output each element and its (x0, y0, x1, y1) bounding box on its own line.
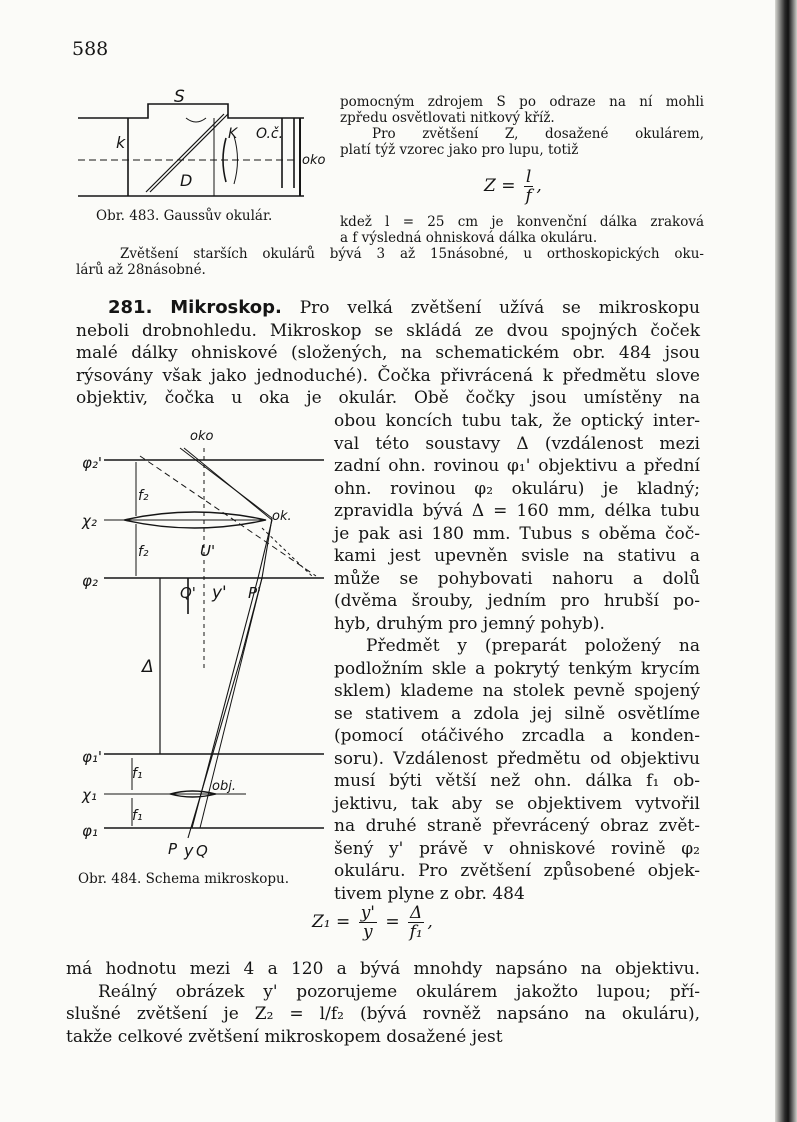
formula2-num2: Δ (410, 903, 423, 923)
text-line: šený y' právě v ohniskové rovině φ₂ (334, 838, 700, 859)
figure-483-gauss-eyepiece (76, 88, 326, 208)
fig484-label-Q: Q (196, 842, 208, 860)
text-line: okuláru. Pro zvětšení způsobené objek- (334, 861, 700, 881)
fig484-label-phi1p: φ₁' (82, 748, 103, 766)
fig484-label-phi2p: φ₂' (82, 454, 103, 472)
text-line: Pro zvětšení Z, dosažené okulárem, (372, 126, 704, 142)
text-line: zadní ohn. rovinou φ₁' objektivu a přední (334, 456, 700, 476)
formula-fraction (524, 168, 533, 205)
text-line: Reálný obrázek y' pozorujeme okulárem jakožto lupou; pří- (98, 981, 700, 1002)
fig484-label-f2b: f₂ (138, 544, 149, 560)
page-edge-shadow (775, 0, 797, 1122)
formula-lhs: Z (484, 176, 496, 196)
page-number: 588 (72, 38, 109, 60)
text-line: (dvěma šrouby, jedním pro hrubší po- (334, 591, 700, 611)
section-title: Mikroskop. (170, 297, 282, 318)
text-line: lárů až 28násobné. (76, 262, 206, 278)
text-line: může se pohybovati nahoru a dolů (334, 568, 700, 589)
fig484-label-obj: obj. (212, 779, 236, 794)
bottom-paragraph (66, 958, 700, 1048)
text-line: kami jest upevněn svisle na stativu a (334, 546, 700, 566)
text-line: podložním skle a pokrytý tenkým krycím (334, 658, 700, 679)
figure-484-microscope-schema (76, 428, 332, 868)
fig484-label-phi2: φ₂ (82, 572, 98, 590)
text-line: (pomocí otáčivého zrcadla a konden- (334, 726, 700, 746)
formula2-lhs: Z₁ (312, 912, 331, 932)
section-281-intro (76, 297, 700, 410)
formula-numerator: l (525, 167, 532, 187)
older-eyepieces-cont: bývá 3 až 15násobné, u orthoskopických oku- (329, 246, 704, 262)
text-line: na druhé straně převrácený obraz zvět- (334, 816, 700, 836)
text-line: ohn. rovinou φ₂ okuláru) je kladný; (334, 478, 700, 499)
text-line: val této soustavy Δ (vzdálenost mezi (334, 433, 700, 454)
section-intro-rest: Pro velká zvětšení užívá se mikroskopu (299, 298, 701, 318)
fig484-label-Qp: Q' (180, 584, 196, 602)
formula2-fraction-2 (408, 904, 424, 941)
fig483-label-S: S (174, 88, 185, 107)
text-line: tivem plyne z obr. 484 (334, 883, 525, 904)
fig484-label-chi1: χ₁ (82, 786, 97, 804)
formula2-comma: , (427, 912, 433, 932)
text-line: kdež l = 25 cm je konvenční dálka zraková (340, 214, 704, 230)
text-line: obou koncích tubu tak, že optický inter- (334, 411, 700, 431)
text-line: je pak asi 180 mm. Tubus s oběma čoč- (334, 523, 700, 544)
text-line: hyb, druhým pro jemný pohyb). (334, 613, 605, 634)
older-eyepieces-line1: Zvětšení starších okulárů (120, 246, 315, 262)
formula2-num1: y' (360, 903, 375, 923)
text-line: a f výsledná ohnisková dálka okuláru. (340, 230, 598, 246)
fig484-label-chi2: χ₂ (82, 512, 97, 530)
text-line: má hodnotu mezi 4 a 120 a bývá mnohdy napsáno na objektivu. (66, 959, 700, 979)
eyepiece-magnification-formula: Z = $\frac{l}{f}$ , (484, 167, 542, 206)
fig484-label-U: U' (200, 542, 216, 560)
fig484-label-Delta: Δ (142, 657, 154, 677)
text-line: malé dálky ohniskové (složených, na schematickém obr. 484 jsou (76, 343, 700, 363)
text-line: soru). Vzdálenost předmětu od objektivu (334, 748, 700, 769)
fig484-label-f1a: f₁ (132, 766, 143, 782)
fig484-label-yp: y' (212, 583, 227, 603)
text-line: musí býti větší než ohn. dálka f₁ ob- (334, 771, 700, 791)
fig483-label-oc: O.č. (256, 126, 284, 142)
fig483-label-D: D (180, 171, 193, 190)
fig484-label-f1b: f₁ (132, 808, 143, 824)
figure-483-caption: Obr. 483. Gaussův okulár. (96, 208, 273, 224)
text-line: neboli drobnohledu. Mikroskop se skládá ze dvou spojných čoček (76, 320, 700, 341)
fig484-label-ok: ok. (272, 509, 292, 524)
text-line: platí týž vzorec jako pro lupu, totiž (340, 142, 579, 158)
fig483-label-k: k (116, 133, 126, 152)
text-line: takže celkové zvětšení mikroskopem dosažené jest (66, 1026, 503, 1047)
eyepiece-text-after (340, 214, 704, 246)
fig484-label-y: y (184, 841, 194, 860)
formula2-den1: y (363, 922, 373, 942)
fig483-label-oko: oko (302, 153, 326, 168)
text-line: sklem) klademe na stolek pevně spojený (334, 681, 700, 701)
fig484-label-f2a: f₂ (138, 488, 149, 504)
fig484-label-P: P (168, 840, 178, 858)
microscope-text-column (334, 410, 700, 905)
section-number: 281. (108, 297, 153, 318)
text-line: rýsovány však jako jednoduché). Čočka přivrácená k předmětu slove (76, 365, 700, 386)
text-line: objektiv, čočka u oka je okulár. Obě čočky jsou umístěny na (76, 388, 700, 408)
figure-484-caption: Obr. 484. Schema mikroskopu. (78, 871, 289, 887)
text-line: jektivu, tak aby se objektivem vytvořil (334, 793, 700, 814)
section-heading-line (76, 297, 700, 320)
formula-comma: , (536, 176, 542, 196)
text-line: zpředu osvětlovati nitkový kříž. (340, 110, 555, 126)
text-line: se stativem a zdola jej silně osvětlíme (334, 703, 700, 724)
objective-magnification-formula: Z₁ = $\frac{y'}{y}$ = $\frac{\Delta}{\text{f₁}}$ , (312, 903, 433, 942)
formula-denominator: f (525, 186, 532, 206)
fig484-label-Pp: P' (248, 584, 262, 602)
older-eyepieces-text (76, 246, 704, 278)
text-line: slušné zvětšení je Z₂ = l/f₂ (bývá rovněž napsáno na okuláru), (66, 1004, 700, 1024)
eyepiece-text-column (340, 94, 704, 158)
fig484-label-phi1: φ₁ (82, 822, 98, 840)
text-line (76, 246, 704, 262)
formula2-fraction-1 (359, 904, 377, 941)
text-line: zpravidla bývá Δ = 160 mm, délka tubu (334, 501, 700, 521)
formula2-den2: f₁ (409, 922, 423, 942)
fig483-label-K: K (228, 126, 238, 142)
fig484-label-oko: oko (190, 429, 214, 444)
text-line: Předmět y (preparát položený na (366, 636, 700, 656)
text-line: pomocným zdrojem S po odraze na ní mohli (340, 94, 704, 110)
